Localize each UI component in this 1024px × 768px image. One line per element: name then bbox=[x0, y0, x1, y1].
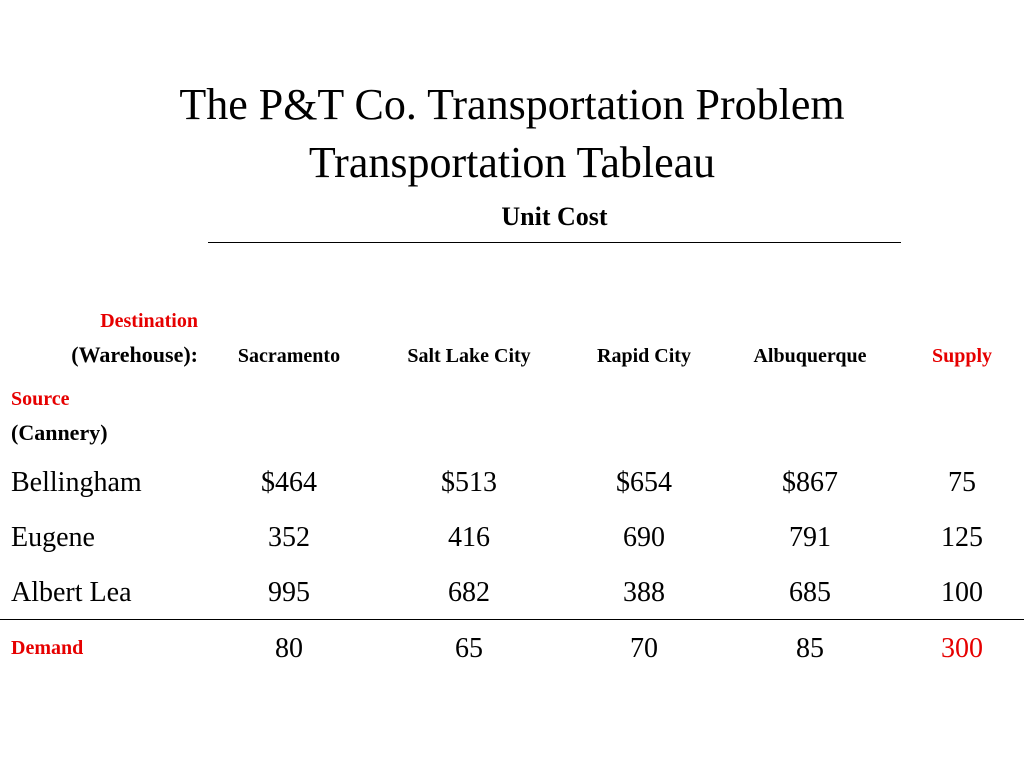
row-label-albert-lea: Albert Lea bbox=[11, 577, 132, 608]
demand-rapid-city: 70 bbox=[630, 633, 658, 664]
cell-bellingham-sacramento: $464 bbox=[261, 467, 317, 498]
demand-total: 300 bbox=[941, 633, 983, 664]
col-header-sacramento: Sacramento bbox=[237, 345, 341, 367]
slide-title: The P&T Co. Transportation Problem bbox=[179, 80, 845, 129]
demand-sacramento: 80 bbox=[275, 633, 303, 664]
cell-eugene-salt-lake-city: 416 bbox=[448, 522, 490, 553]
cell-eugene-albuquerque: 791 bbox=[789, 522, 831, 553]
cell-bellingham-rapid-city: $654 bbox=[616, 467, 672, 498]
row-label-eugene: Eugene bbox=[11, 522, 95, 553]
cell-eugene-rapid-city: 690 bbox=[623, 522, 665, 553]
cell-albert-lea-salt-lake-city: 682 bbox=[448, 577, 490, 608]
cell-albert-lea-rapid-city: 388 bbox=[623, 577, 665, 608]
cell-bellingham-salt-lake-city: $513 bbox=[441, 467, 497, 498]
demand-salt-lake-city: 65 bbox=[455, 633, 483, 664]
col-header-albuquerque: Albuquerque bbox=[753, 345, 867, 367]
col-header-supply: Supply bbox=[931, 345, 993, 367]
cell-bellingham-supply: 75 bbox=[948, 467, 976, 498]
cannery-label: (Cannery) bbox=[11, 420, 108, 445]
demand-albuquerque: 85 bbox=[796, 633, 824, 664]
col-header-rapid-city: Rapid City bbox=[597, 345, 691, 367]
heading-divider bbox=[208, 242, 901, 243]
demand-divider bbox=[0, 619, 1024, 620]
demand-label: Demand bbox=[11, 637, 84, 659]
row-label-bellingham: Bellingham bbox=[11, 467, 142, 498]
cell-albert-lea-supply: 100 bbox=[941, 577, 983, 608]
cell-bellingham-albuquerque: $867 bbox=[782, 467, 838, 498]
cell-eugene-supply: 125 bbox=[941, 522, 983, 553]
cell-eugene-sacramento: 352 bbox=[268, 522, 310, 553]
source-label: Source bbox=[11, 388, 70, 410]
warehouse-label-text: (Warehouse): bbox=[71, 342, 198, 367]
slide-subtitle-main: Transportation Tableau bbox=[308, 138, 716, 187]
cell-albert-lea-albuquerque: 685 bbox=[789, 577, 831, 608]
unit-cost-heading: Unit Cost bbox=[501, 202, 608, 231]
warehouse-label bbox=[71, 342, 198, 368]
destination-label: Destination bbox=[100, 310, 198, 332]
col-header-salt-lake-city: Salt Lake City bbox=[407, 345, 531, 367]
cell-albert-lea-sacramento: 995 bbox=[268, 577, 310, 608]
